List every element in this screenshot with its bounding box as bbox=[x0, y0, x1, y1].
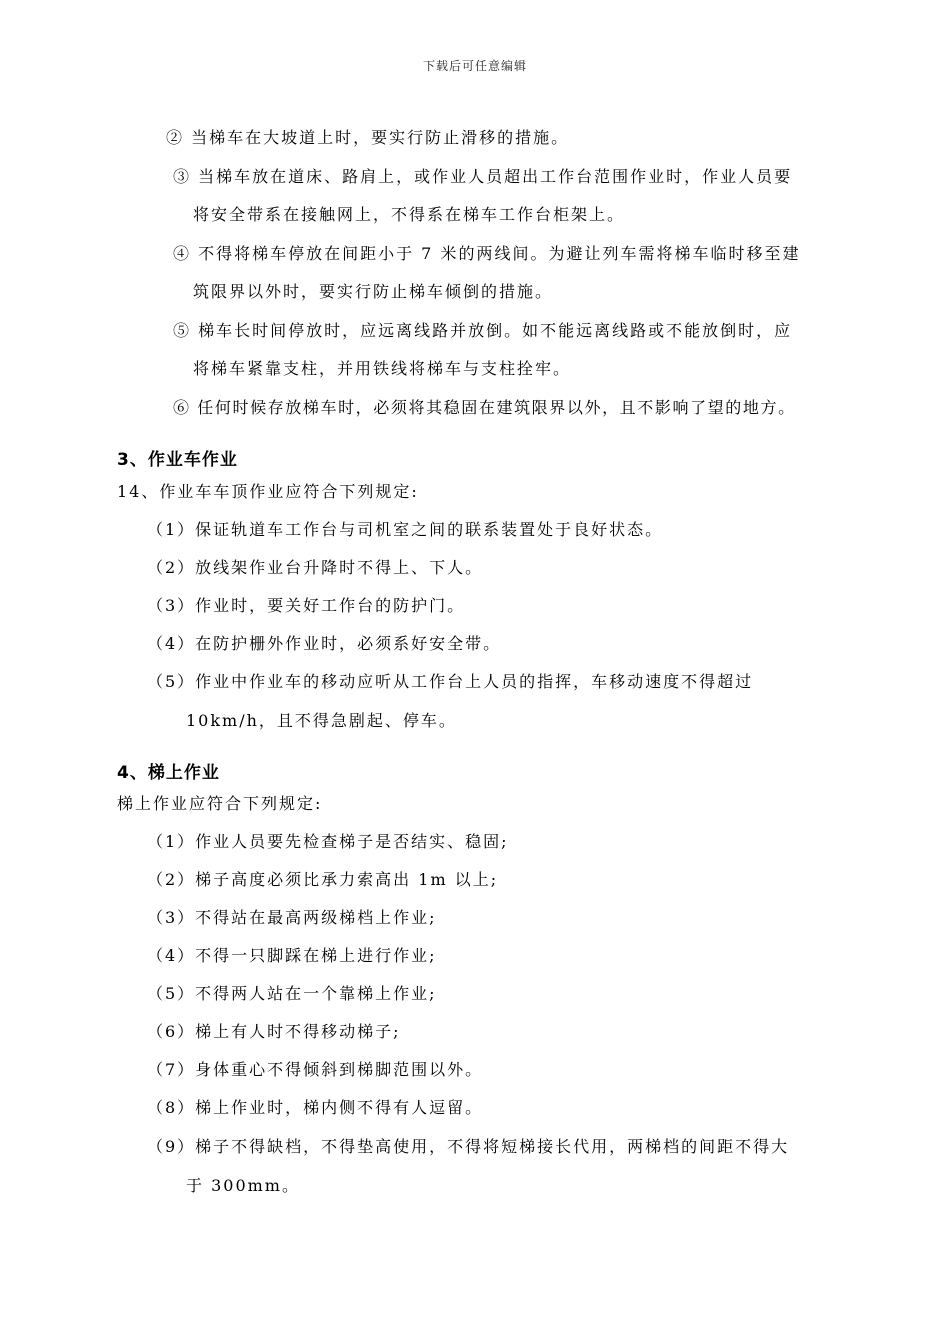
list-item: （2）梯子高度必须比承力索高出 1m 以上; bbox=[147, 870, 499, 889]
section-intro: 14、作业车车顶作业应符合下列规定: bbox=[117, 482, 419, 501]
list-item: （7）身体重心不得倾斜到梯脚范围以外。 bbox=[147, 1060, 484, 1079]
list-item: （3）不得站在最高两级梯档上作业; bbox=[147, 908, 437, 927]
section-heading: 4、梯上作业 bbox=[117, 763, 220, 783]
list-item: （5）作业中作业车的移动应听从工作台上人员的指挥，车移动速度不得超过 bbox=[147, 672, 754, 691]
list-item: ⑥ 任何时候存放梯车时，必须将其稳固在建筑限界以外，且不影响了望的地方。 bbox=[173, 398, 796, 417]
list-item: （8）梯上作业时，梯内侧不得有人逗留。 bbox=[147, 1098, 484, 1117]
list-item: （1）保证轨道车工作台与司机室之间的联系装置处于良好状态。 bbox=[147, 520, 664, 539]
list-item-continuation: 将梯车紧靠支柱，并用铁线将梯车与支柱拴牢。 bbox=[193, 359, 572, 378]
list-item: （2）放线架作业台升降时不得上、下人。 bbox=[147, 558, 484, 577]
list-item: ③ 当梯车放在道床、路肩上，或作业人员超出工作台范围作业时，作业人员要 bbox=[173, 167, 793, 186]
list-item-continuation: 10km/h，且不得急剧起、停车。 bbox=[186, 711, 457, 730]
page-header: 下载后可任意编辑 bbox=[422, 59, 527, 73]
list-item: （4）在防护栅外作业时，必须系好安全带。 bbox=[147, 634, 502, 653]
list-item: （3）作业时，要关好工作台的防护门。 bbox=[147, 596, 466, 615]
list-item: ② 当梯车在大坡道上时，要实行防止滑移的措施。 bbox=[166, 128, 570, 147]
section-heading: 3、作业车作业 bbox=[117, 450, 238, 470]
list-item: （6）梯上有人时不得移动梯子; bbox=[147, 1022, 401, 1041]
list-item: （9）梯子不得缺档，不得垫高使用，不得将短梯接长代用，两梯档的间距不得大 bbox=[147, 1137, 790, 1156]
section-intro: 梯上作业应符合下列规定: bbox=[117, 794, 323, 813]
list-item: （1）作业人员要先检查梯子是否结实、稳固; bbox=[147, 832, 509, 851]
list-item: ⑤ 梯车长时间停放时，应远离线路并放倒。如不能远离线路或不能放倒时，应 bbox=[173, 321, 793, 340]
list-item-continuation: 于 300mm。 bbox=[186, 1176, 300, 1195]
list-item: （4）不得一只脚踩在梯上进行作业; bbox=[147, 946, 437, 965]
list-item-continuation: 筑限界以外时，要实行防止梯车倾倒的措施。 bbox=[193, 282, 554, 301]
list-item: ④ 不得将梯车停放在间距小于 7 米的两线间。为避让列车需将梯车临时移至建 bbox=[173, 244, 801, 263]
list-item-continuation: 将安全带系在接触网上，不得系在梯车工作台柜架上。 bbox=[193, 205, 626, 224]
list-item: （5）不得两人站在一个靠梯上作业; bbox=[147, 984, 437, 1003]
